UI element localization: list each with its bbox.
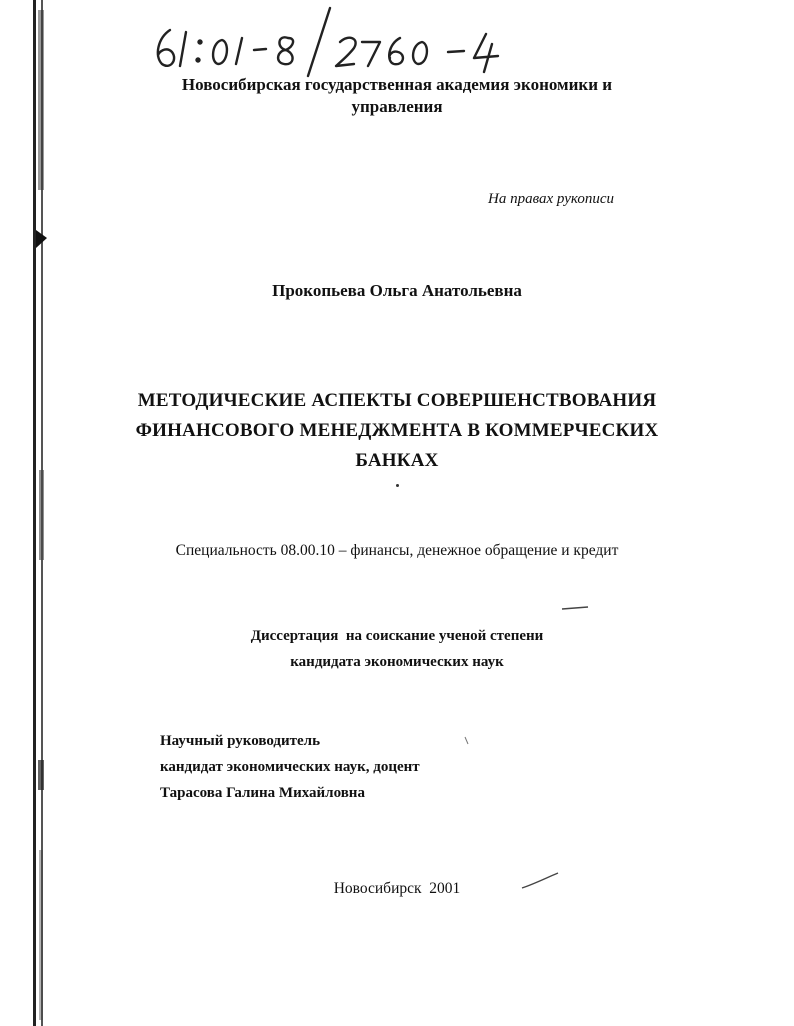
city-year: Новосибирск 2001: [333, 880, 461, 897]
scan-binding-edge: [30, 0, 52, 1026]
author-name: Прокопьева Ольга Анатольевна: [272, 281, 522, 300]
pen-stroke-mark-2: [520, 870, 560, 890]
pen-stroke-mark: [560, 604, 590, 612]
handwritten-archive-code: [148, 4, 508, 82]
title-line-2: ФИНАНСОВОГО МЕНЕДЖМЕНТА В КОММЕРЧЕСКИХ: [135, 420, 659, 441]
manuscript-rights-note: На правах рукописи: [488, 191, 614, 207]
institution-line-1: Новосибирская государственная академия экономики и: [181, 75, 613, 94]
degree-line-1: Диссертация на соискание ученой степени: [250, 628, 544, 644]
title-line-3: БАНКАХ: [355, 450, 439, 471]
supervisor-credentials: кандидат экономических наук, доцент: [160, 759, 420, 775]
dissertation-title: [0, 386, 794, 476]
scan-tick-mark: [464, 736, 470, 746]
supervisor-role: Научный руководитель: [160, 733, 320, 749]
title-line-1: МЕТОДИЧЕСКИЕ АСПЕКТЫ СОВЕРШЕНСТВОВАНИЯ: [137, 390, 657, 411]
supervisor-name: Тарасова Галина Михайловна: [160, 785, 365, 801]
degree-statement: [0, 623, 794, 675]
institution-name: [0, 74, 794, 118]
supervisor-block: [160, 728, 420, 806]
institution-line-2: управления: [351, 97, 443, 116]
degree-line-2: кандидата экономических наук: [290, 654, 504, 670]
specialty-line: Специальность 08.00.10 – финансы, денежное обращение и кредит: [175, 542, 619, 559]
scan-speck: [396, 484, 399, 487]
